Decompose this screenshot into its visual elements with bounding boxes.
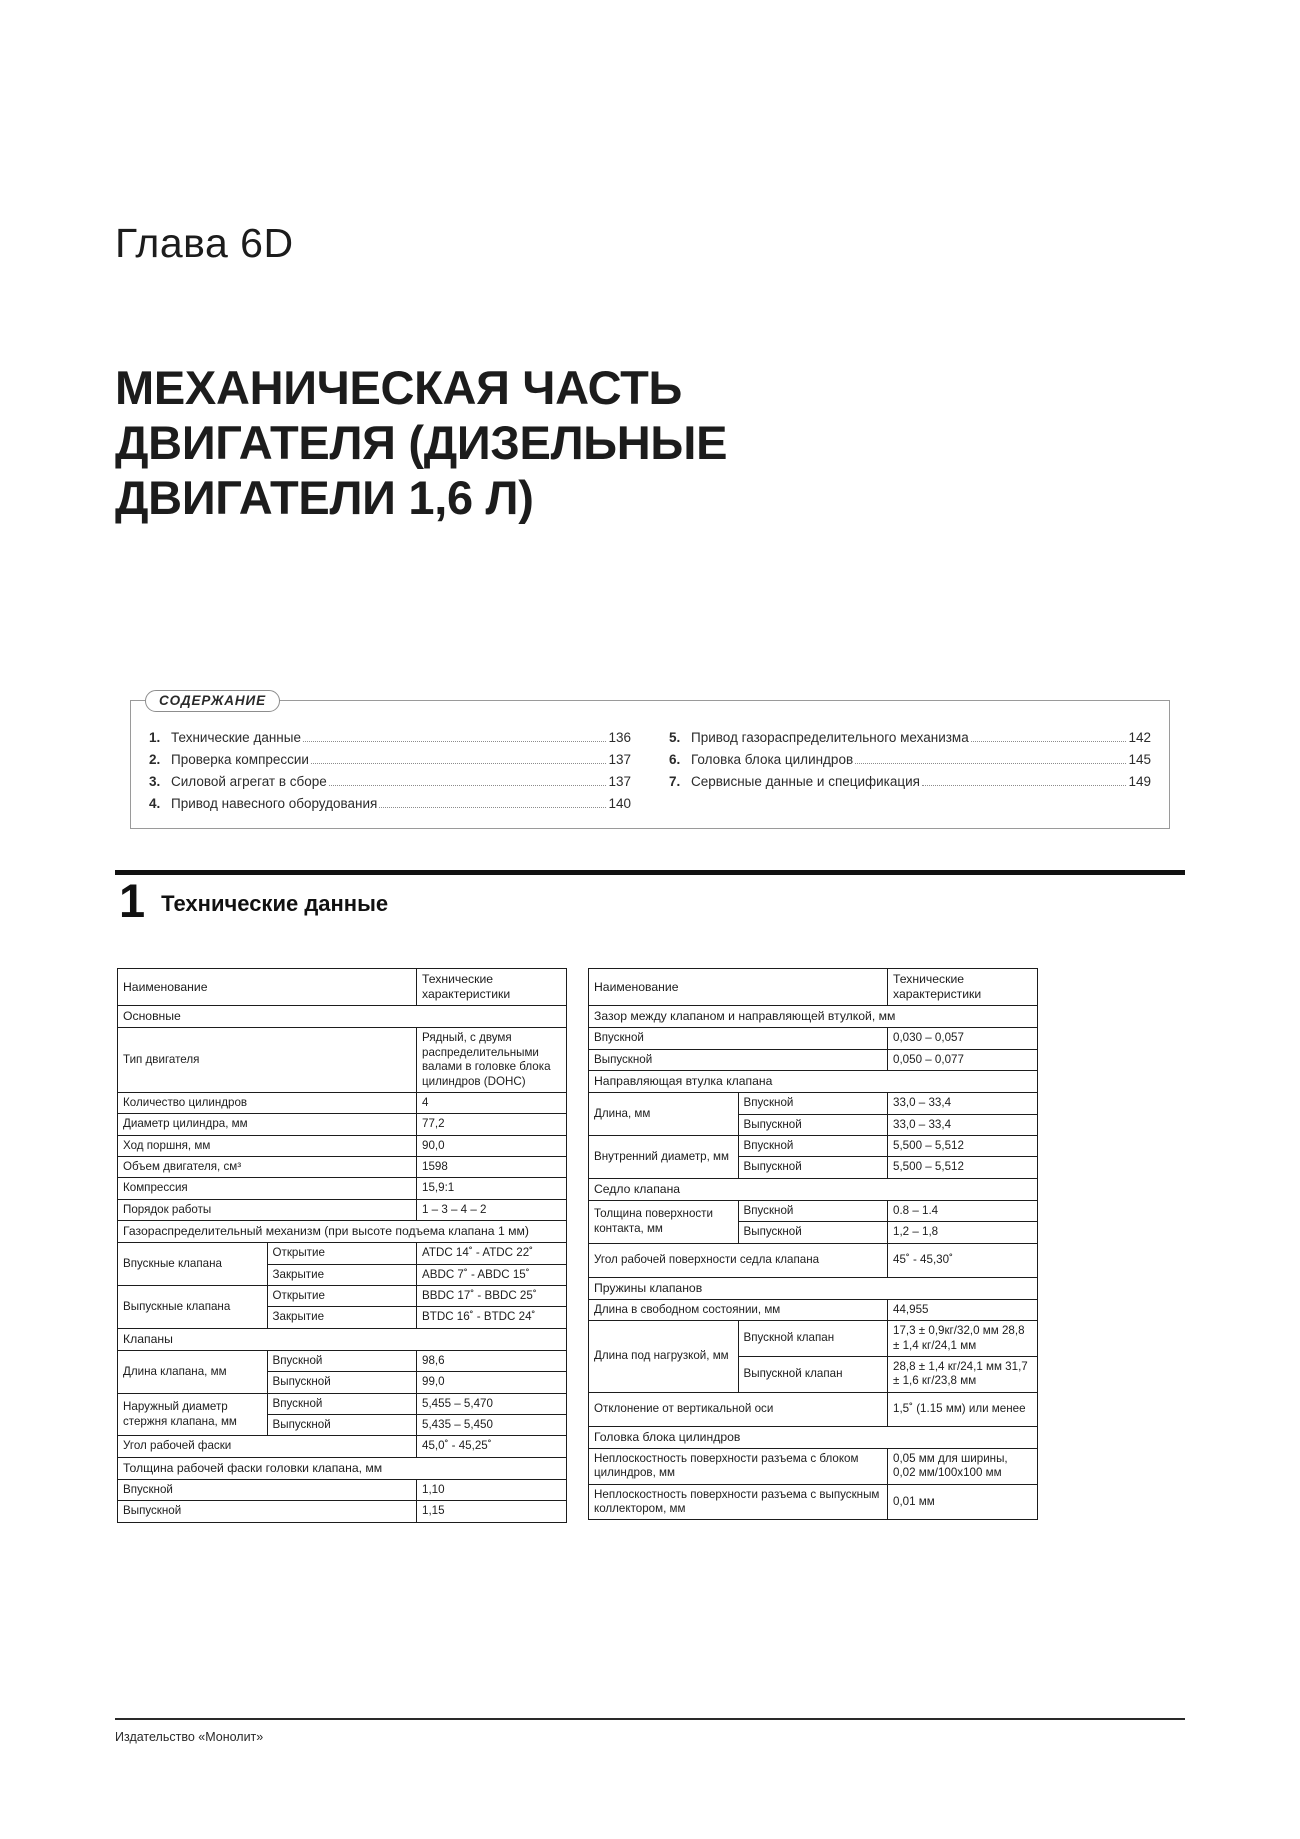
table-cell-subname: Впускной клапан xyxy=(738,1321,888,1357)
publisher-name: Издательство «Монолит» xyxy=(115,1730,264,1744)
table-cell-subname: Выпускной xyxy=(738,1114,888,1135)
table-cell-value: ABDC 7˚ - ABDC 15˚ xyxy=(417,1264,567,1285)
column-header-spec: Технические характеристики xyxy=(888,969,1038,1006)
table-cell-value: 28,8 ± 1,4 кг/24,1 мм 31,7 ± 1,6 кг/23,8 мм xyxy=(888,1356,1038,1392)
spec-table-left-wrap xyxy=(117,968,567,1523)
table-cell-name: Неплоскостность поверхности разъема с блоком цилиндров, мм xyxy=(589,1448,888,1484)
table-row xyxy=(589,1277,1038,1299)
section-header xyxy=(115,870,1185,927)
table-row xyxy=(118,1436,567,1457)
table-cell-value: 99,0 xyxy=(417,1372,567,1393)
table-row xyxy=(589,1299,1038,1320)
table-row xyxy=(118,1243,567,1264)
table-cell-name: Количество цилиндров xyxy=(118,1092,417,1113)
table-row xyxy=(589,1093,1038,1114)
table-cell-value: 17,3 ± 0,9кг/32,0 мм 28,8 ± 1,4 кг/24,1 мм xyxy=(888,1321,1038,1357)
table-cell-name: Выпускной xyxy=(589,1049,888,1070)
table-cell-name: Длина клапана, мм xyxy=(118,1350,268,1393)
table-row xyxy=(118,1221,567,1243)
table-cell-name: Угол рабочей поверхности седла клапана xyxy=(589,1243,888,1277)
table-row xyxy=(589,1448,1038,1484)
table-row xyxy=(118,1286,567,1307)
toc-item[interactable] xyxy=(669,749,1151,771)
table-cell-subname: Закрытие xyxy=(267,1307,417,1328)
table-cell-value: 5,500 – 5,512 xyxy=(888,1157,1038,1178)
table-cell-subname: Впускной xyxy=(738,1093,888,1114)
toc-item-number: 1. xyxy=(149,730,161,745)
table-row xyxy=(589,1484,1038,1520)
table-cell-value: 5,500 – 5,512 xyxy=(888,1136,1038,1157)
table-cell-subname: Выпускной xyxy=(738,1157,888,1178)
table-cell-name: Длина под нагрузкой, мм xyxy=(589,1321,739,1393)
table-row xyxy=(118,1350,567,1371)
column-header-name: Наименование xyxy=(589,969,888,1006)
table-row xyxy=(589,1049,1038,1070)
table-group-header: Зазор между клапаном и направляющей втулкой, мм xyxy=(589,1006,1038,1028)
table-of-contents xyxy=(130,693,1170,829)
table-cell-value: 0,050 – 0,077 xyxy=(888,1049,1038,1070)
table-cell-subname: Закрытие xyxy=(267,1264,417,1285)
toc-leader-dots xyxy=(855,763,1126,764)
table-row xyxy=(118,1178,567,1199)
table-cell-value: 5,455 – 5,470 xyxy=(417,1393,567,1414)
toc-item-page: 145 xyxy=(1128,751,1151,767)
toc-item[interactable] xyxy=(149,793,631,815)
table-cell-name: Тип двигателя xyxy=(118,1028,417,1093)
table-cell-value: 45,0˚ - 45,25˚ xyxy=(417,1436,567,1457)
table-cell-subname: Открытие xyxy=(267,1286,417,1307)
table-cell-name: Длина, мм xyxy=(589,1093,739,1136)
toc-heading: СОДЕРЖАНИЕ xyxy=(145,690,280,712)
table-cell-value: 98,6 xyxy=(417,1350,567,1371)
table-cell-name: Порядок работы xyxy=(118,1199,417,1220)
table-cell-value: 15,9:1 xyxy=(417,1178,567,1199)
table-cell-subname: Выпускной xyxy=(738,1222,888,1243)
toc-item-label: Проверка компрессии xyxy=(171,751,309,767)
toc-item[interactable] xyxy=(149,727,631,749)
table-cell-value: Рядный, с двумя распределительными валами в головке блока цилиндров (DOHC) xyxy=(417,1028,567,1093)
table-row xyxy=(589,1028,1038,1049)
table-group-header: Пружины клапанов xyxy=(589,1277,1038,1299)
table-cell-value: 4 xyxy=(417,1092,567,1113)
spec-table-right xyxy=(588,968,1038,1520)
table-cell-name: Впускной xyxy=(589,1028,888,1049)
table-group-header: Клапаны xyxy=(118,1328,567,1350)
table-cell-subname: Впускной xyxy=(267,1350,417,1371)
table-cell-value: 0,01 мм xyxy=(888,1484,1038,1520)
toc-item-page: 140 xyxy=(608,795,631,811)
table-cell-value: BTDC 16˚ - BTDC 24˚ xyxy=(417,1307,567,1328)
toc-item-label: Привод газораспределительного механизма xyxy=(691,730,969,745)
table-row xyxy=(118,1135,567,1156)
chapter-label: Глава 6D xyxy=(115,220,294,266)
toc-leader-dots xyxy=(379,807,606,808)
table-group-header: Основные xyxy=(118,1006,567,1028)
table-group-header: Седло клапана xyxy=(589,1178,1038,1200)
toc-item-label: Технические данные xyxy=(171,730,301,745)
table-header-row xyxy=(118,969,567,1006)
table-row xyxy=(589,1243,1038,1277)
table-cell-value: 1 – 3 – 4 – 2 xyxy=(417,1199,567,1220)
table-row xyxy=(118,1457,567,1479)
toc-item[interactable] xyxy=(669,727,1151,749)
toc-item-number: 2. xyxy=(149,751,161,767)
table-group-header: Толщина рабочей фаски головки клапана, мм xyxy=(118,1457,567,1479)
table-cell-name: Толщина поверхности контакта, мм xyxy=(589,1200,739,1243)
toc-leader-dots xyxy=(971,741,1127,742)
table-cell-value: 44,955 xyxy=(888,1299,1038,1320)
toc-leader-dots xyxy=(922,785,1126,786)
toc-item-label: Привод навесного оборудования xyxy=(171,795,378,811)
table-row xyxy=(589,1321,1038,1357)
toc-item[interactable] xyxy=(669,771,1151,793)
table-cell-name: Объем двигателя, см³ xyxy=(118,1157,417,1178)
table-cell-value: 1,15 xyxy=(417,1501,567,1522)
toc-column-right xyxy=(669,727,1151,814)
table-header-row xyxy=(589,969,1038,1006)
page-footer xyxy=(115,1718,1185,1744)
table-row xyxy=(589,1392,1038,1426)
table-cell-name: Внутренний диаметр, мм xyxy=(589,1136,739,1179)
table-group-header: Головка блока цилиндров xyxy=(589,1426,1038,1448)
table-row xyxy=(118,1006,567,1028)
table-row xyxy=(118,1328,567,1350)
table-row xyxy=(589,1200,1038,1221)
toc-item-page: 137 xyxy=(608,773,631,789)
column-header-spec: Технические характеристики xyxy=(417,969,567,1006)
toc-item-number: 7. xyxy=(669,773,681,789)
table-row xyxy=(589,1071,1038,1093)
table-group-header: Газораспределительный механизм (при высоте подъема клапана 1 мм) xyxy=(118,1221,567,1243)
toc-item-label: Головка блока цилиндров xyxy=(691,751,854,767)
table-cell-value: 0,05 мм для ширины, 0,02 мм/100x100 мм xyxy=(888,1448,1038,1484)
toc-item-number: 6. xyxy=(669,751,681,767)
toc-leader-dots xyxy=(311,763,606,764)
toc-item-label: Силовой агрегат в сборе xyxy=(171,773,327,789)
table-cell-name: Диаметр цилиндра, мм xyxy=(118,1114,417,1135)
table-cell-subname: Впускной xyxy=(267,1393,417,1414)
page-title: МЕХАНИЧЕСКАЯ ЧАСТЬ ДВИГАТЕЛЯ (ДИЗЕЛЬНЫЕ ДВИГАТЕЛИ 1,6 Л) xyxy=(115,361,728,524)
table-cell-name: Компрессия xyxy=(118,1178,417,1199)
table-cell-value: 33,0 – 33,4 xyxy=(888,1093,1038,1114)
spec-table-left xyxy=(117,968,567,1523)
toc-item-page: 136 xyxy=(608,730,631,745)
table-cell-value: 1,10 xyxy=(417,1479,567,1500)
table-cell-subname: Открытие xyxy=(267,1243,417,1264)
table-cell-value: ATDC 14˚ - ATDC 22˚ xyxy=(417,1243,567,1264)
table-cell-name: Выпускной xyxy=(118,1501,417,1522)
table-cell-value: 77,2 xyxy=(417,1114,567,1135)
table-row xyxy=(118,1157,567,1178)
table-row xyxy=(118,1092,567,1113)
toc-item-number: 5. xyxy=(669,730,681,745)
table-cell-subname: Выпускной xyxy=(267,1415,417,1436)
table-row xyxy=(118,1501,567,1522)
toc-item[interactable] xyxy=(149,749,631,771)
toc-item-page: 137 xyxy=(608,751,631,767)
table-cell-name: Впускные клапана xyxy=(118,1243,268,1286)
toc-item-page: 142 xyxy=(1128,730,1151,745)
toc-item-number: 4. xyxy=(149,795,161,811)
table-cell-subname: Впускной xyxy=(738,1136,888,1157)
spec-table-right-wrap xyxy=(588,968,1038,1523)
table-cell-value: 90,0 xyxy=(417,1135,567,1156)
table-cell-value: 0.8 – 1.4 xyxy=(888,1200,1038,1221)
table-cell-value: 1598 xyxy=(417,1157,567,1178)
table-row xyxy=(589,1136,1038,1157)
table-cell-value: 1,5˚ (1.15 мм) или менее xyxy=(888,1392,1038,1426)
table-cell-name: Выпускные клапана xyxy=(118,1286,268,1329)
table-cell-name: Ход поршня, мм xyxy=(118,1135,417,1156)
section-number: 1 xyxy=(119,874,146,927)
toc-column-left xyxy=(149,727,631,814)
table-cell-value: 1,2 – 1,8 xyxy=(888,1222,1038,1243)
toc-box xyxy=(130,693,1170,829)
toc-item-label: Сервисные данные и спецификация xyxy=(691,773,920,789)
section-title: Технические данные xyxy=(161,890,389,916)
table-row xyxy=(118,1114,567,1135)
table-cell-name: Длина в свободном состоянии, мм xyxy=(589,1299,888,1320)
toc-item-page: 149 xyxy=(1128,773,1151,789)
table-row xyxy=(118,1199,567,1220)
toc-leader-dots xyxy=(329,785,607,786)
table-cell-name: Отклонение от вертикальной оси xyxy=(589,1392,888,1426)
table-row xyxy=(118,1028,567,1093)
table-cell-value: BBDC 17˚ - BBDC 25˚ xyxy=(417,1286,567,1307)
footer-divider xyxy=(115,1718,1185,1720)
table-cell-subname: Выпускной клапан xyxy=(738,1356,888,1392)
table-cell-value: 33,0 – 33,4 xyxy=(888,1114,1038,1135)
table-cell-value: 5,435 – 5,450 xyxy=(417,1415,567,1436)
spec-tables xyxy=(117,968,1185,1523)
table-cell-name: Неплоскостность поверхности разъема с выпускным коллектором, мм xyxy=(589,1484,888,1520)
table-cell-value: 0,030 – 0,057 xyxy=(888,1028,1038,1049)
table-cell-value: 45˚ - 45,30˚ xyxy=(888,1243,1038,1277)
table-cell-name: Впускной xyxy=(118,1479,417,1500)
toc-item-number: 3. xyxy=(149,773,161,789)
column-header-name: Наименование xyxy=(118,969,417,1006)
table-row xyxy=(118,1393,567,1414)
table-cell-subname: Выпускной xyxy=(267,1372,417,1393)
toc-leader-dots xyxy=(303,741,607,742)
table-cell-name: Наружный диаметр стержня клапана, мм xyxy=(118,1393,268,1436)
table-row xyxy=(118,1479,567,1500)
table-cell-subname: Впускной xyxy=(738,1200,888,1221)
table-row xyxy=(589,1006,1038,1028)
table-row xyxy=(589,1426,1038,1448)
table-row xyxy=(589,1178,1038,1200)
table-group-header: Направляющая втулка клапана xyxy=(589,1071,1038,1093)
table-cell-name: Угол рабочей фаски xyxy=(118,1436,417,1457)
toc-item[interactable] xyxy=(149,771,631,793)
